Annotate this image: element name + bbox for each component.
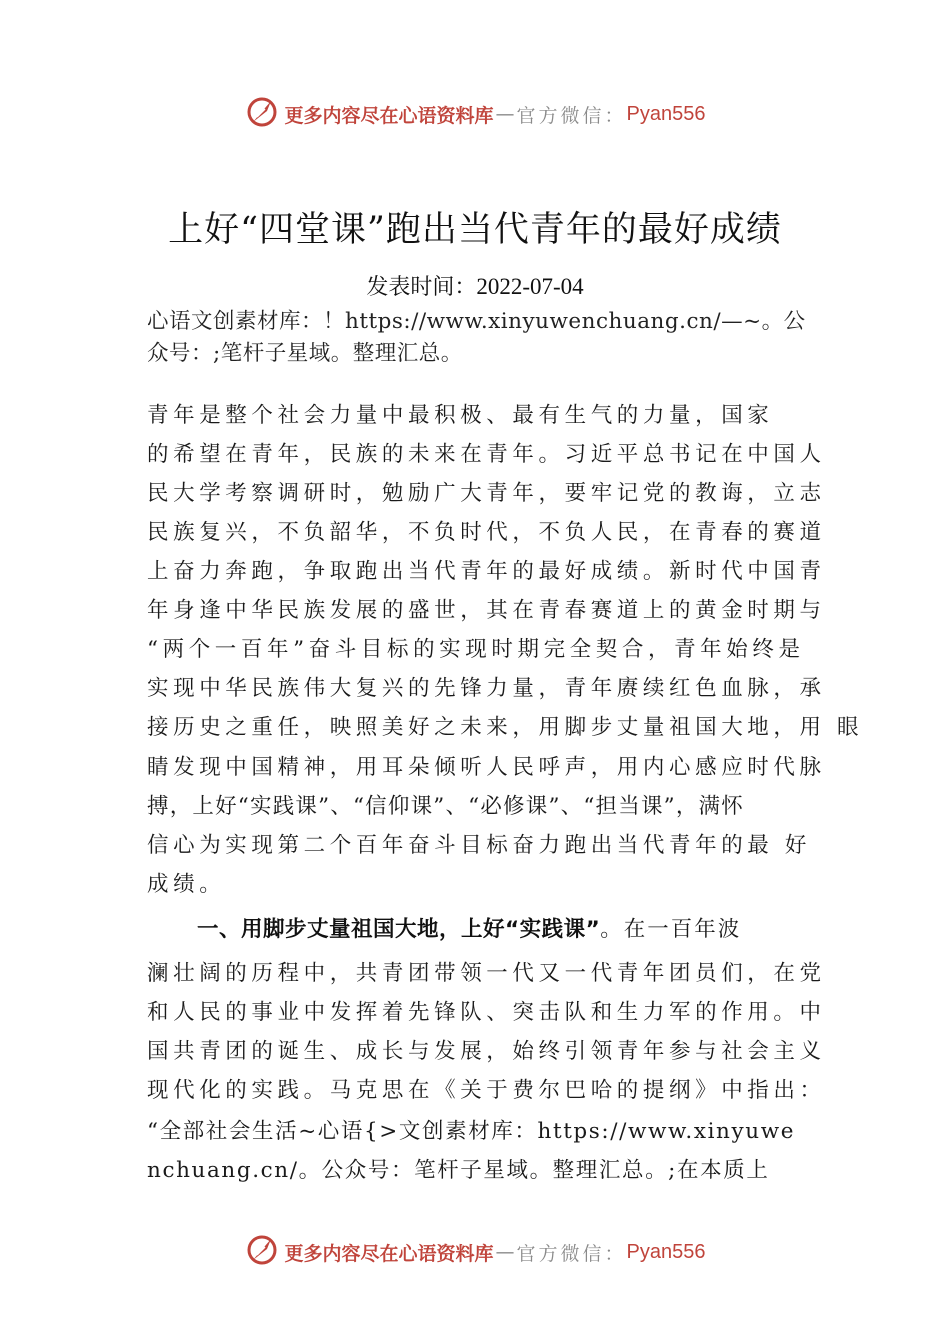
paragraph-line: 年身逢中华民族发展的盛世，其在青春赛道上的黄金时期与: [147, 598, 826, 623]
banner-site-text: 更多内容尽在心语资料库: [284, 1242, 494, 1265]
banner-site-text: 更多内容尽在心语资料库: [284, 104, 494, 127]
footer-banner: [0, 1232, 950, 1272]
paragraph-line: 现代化的实践。马克思在《关于费尔巴哈的提纲》中指出：: [147, 1078, 826, 1103]
paragraph-line: 澜壮阔的历程中，共青团带领一代又一代青年团员们，在党: [147, 961, 826, 986]
paragraph-line: 和人民的事业中发挥着先锋队、突击队和生力军的作用。中: [147, 1000, 826, 1025]
paragraph-line: “全部社会生活~心语{>文创素材库：https://www.xinyuwe: [147, 1119, 796, 1144]
banner-official-label: 官方微信：: [516, 104, 627, 127]
quill-pen-icon: [245, 95, 279, 129]
paragraph-line: 上奋力奔跑，争取跑出当代青年的最好成绩。新时代中国青: [147, 559, 826, 584]
paragraph-line: 实现中华民族伟大复兴的先锋力量，青年赓续红色血脉，承: [147, 676, 826, 701]
paragraph-line: 民族复兴，不负韶华，不负时代，不负人民，在青春的赛道: [147, 520, 826, 545]
paragraph-line: 的希望在青年，民族的未来在青年。习近平总书记在中国人: [147, 442, 826, 467]
paragraph-line: 青年是整个社会力量中最积极、最有生气的力量，国家: [147, 403, 774, 428]
article-title: 上好“四堂课”跑出当代青年的最好成绩: [168, 210, 782, 250]
paragraph-line: 国共青团的诞生、成长与发展，始终引领青年参与社会主义: [147, 1039, 826, 1064]
paragraph-line: nchuang.cn/。公众号：笔杆子星域。整理汇总。;在本质上: [147, 1158, 770, 1183]
date-label: 发表时间：: [366, 275, 477, 300]
paragraph-line: 睛发现中国精神，用耳朵倾听人民呼声，用内心感应时代脉: [147, 755, 826, 780]
banner-separator: —: [495, 103, 515, 125]
source-line: 众号：;笔杆子星域。整理汇总。: [147, 341, 463, 366]
date-value: 2022-07-04: [476, 274, 584, 299]
publish-date: [0, 270, 950, 301]
paragraph-line: 接历史之重任，映照美好之未来，用脚步丈量祖国大地，用 眼: [147, 715, 864, 740]
banner-wechat-id: Pyan556: [626, 1240, 706, 1263]
paragraph-line: 搏，上好“实践课”、“信仰课”、“必修课”、“担当课”，满怀: [147, 794, 744, 819]
section-heading-line: [197, 912, 867, 943]
section-heading: 一、用脚步丈量祖国大地，上好“实践课”: [197, 917, 601, 942]
header-banner: [0, 94, 950, 134]
source-line: 心语文创素材库：！https://www.xinyuwenchuang.cn/—~。公: [147, 309, 806, 334]
banner-wechat-id: Pyan556: [626, 102, 706, 125]
banner-official-label: 官方微信：: [516, 1242, 627, 1265]
paragraph-line: 民大学考察调研时，勉励广大青年，要牢记党的教诲，立志: [147, 481, 826, 506]
quill-pen-icon: [245, 1233, 279, 1267]
paragraph-line: “两个一百年”奋斗目标的实现时期完全契合，青年始终是: [147, 637, 805, 662]
section-heading-tail: 。在一百年波: [600, 917, 742, 942]
banner-separator: —: [495, 1241, 515, 1263]
paragraph-line: 成绩。: [147, 872, 226, 897]
paragraph-line: 信心为实现第二个百年奋斗目标奋力跑出当代青年的最 好: [147, 833, 811, 858]
